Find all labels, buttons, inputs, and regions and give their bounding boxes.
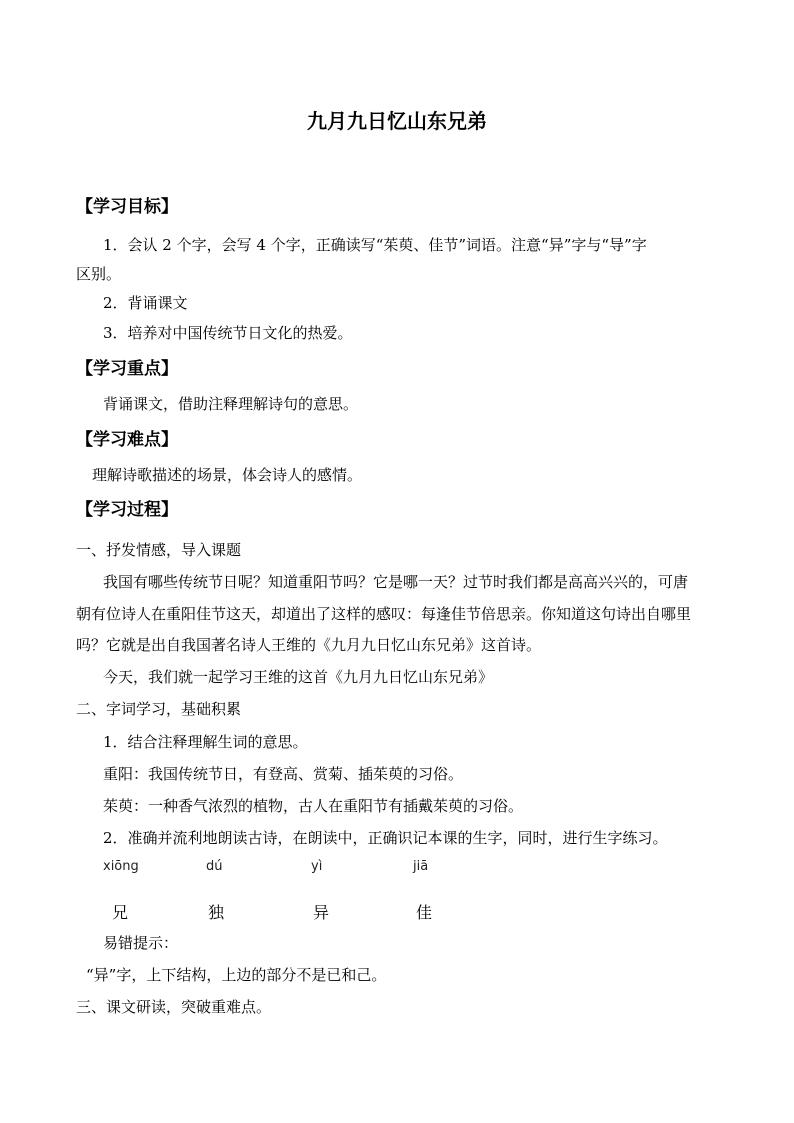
section-2-title: 二、字词学习，基础积累 [76, 700, 242, 718]
goal-item-3: 3．培养对中国传统节日文化的热爱。 [103, 324, 353, 342]
difficulties-heading: 【学习难点】 [76, 430, 178, 450]
section-1-para-2: 今天，我们就一起学习王维的这首《九月九日忆山东兄弟》 [103, 668, 494, 686]
pinyin-label: yì [311, 859, 323, 874]
goal-item-2: 2．背诵课文 [103, 294, 188, 312]
section-1-title: 一、抒发情感，导入课题 [76, 541, 242, 559]
section-3-title: 三、课文研读，突破重难点。 [76, 998, 272, 1016]
document-title: 九月九日忆山东兄弟 [307, 109, 487, 133]
process-heading: 【学习过程】 [76, 500, 178, 520]
tip-text: “异”字，上下结构，上边的部分不是已和己。 [86, 966, 387, 984]
vocab-character: 异 [313, 903, 330, 922]
tip-label: 易错提示： [103, 934, 179, 952]
section-1-para-1-line-2: 朝有位诗人在重阳佳节这天，却道出了这样的感叹：每逢佳节倍思亲。你知道这句诗出自哪里 [76, 605, 692, 623]
vocab-character: 独 [208, 903, 225, 922]
definition-chongyang: 重阳：我国传统节日，有登高、赏菊、插茱萸的习俗。 [103, 765, 464, 783]
goal-item-1-line-1: 1．会认 2 个字，会写 4 个字，正确读写“茱萸、佳节”词语。注意“异”字与“导”字 [103, 236, 647, 254]
section-1-para-1-line-1: 我国有哪些传统节日呢？知道重阳节吗？它是哪一天？过节时我们都是高高兴兴的，可唐 [103, 573, 689, 591]
pinyin-label: dú [206, 859, 223, 874]
section-2-item-1: 1．结合注释理解生词的意思。 [103, 733, 308, 751]
goal-item-1-line-2: 区别。 [76, 265, 122, 283]
definition-zhuyu: 茱萸：一种香气浓烈的植物，古人在重阳节有插戴茱萸的习俗。 [103, 797, 524, 815]
key-points-text: 背诵课文，借助注释理解诗句的意思。 [103, 395, 359, 413]
pinyin-label: jiā [413, 859, 429, 874]
section-2-item-2: 2．准确并流利地朗读古诗，在朗读中，正确识记本课的生字，同时，进行生字练习。 [103, 829, 668, 847]
vocab-character: 佳 [416, 903, 433, 922]
pinyin-label: xiōng [103, 859, 139, 874]
difficulties-text: 理解诗歌描述的场景，体会诗人的感情。 [92, 466, 363, 484]
section-1-para-1-line-3: 吗？它就是出自我国著名诗人王维的《九月九日忆山东兄弟》这首诗。 [76, 636, 542, 654]
goals-heading: 【学习目标】 [76, 197, 178, 217]
key-points-heading: 【学习重点】 [76, 359, 178, 379]
vocab-character: 兄 [112, 903, 129, 922]
